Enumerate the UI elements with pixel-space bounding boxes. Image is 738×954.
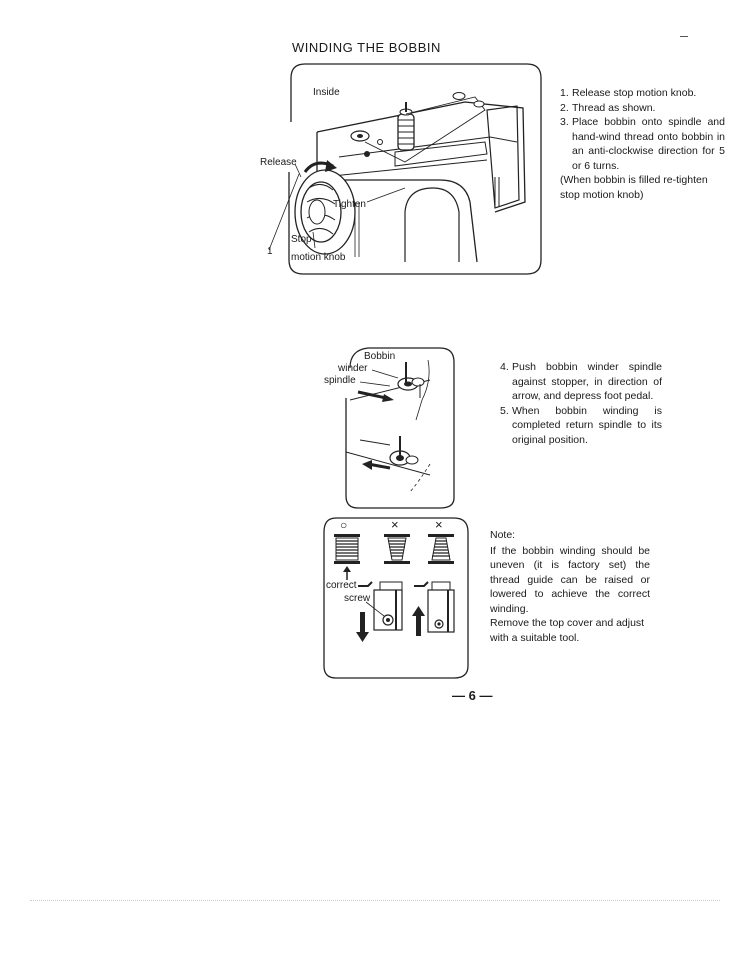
note-text-2: Remove the top cover and adjust with a suitable tool.	[490, 617, 645, 644]
mark-incorrect-2: ×	[435, 517, 443, 532]
note-section	[490, 528, 650, 645]
scan-line-bottom	[30, 900, 720, 901]
figure-bobbin-winder	[320, 340, 460, 510]
label-inside: Inside	[313, 87, 340, 98]
step-3: 3. Place bobbin onto spindle and hand-wind thread onto bobbin in an anti-clockwise direction for 5 or 6 turns.	[560, 116, 725, 172]
retighten-note: (When bobbin is filled re-tighten stop motion knob)	[560, 174, 708, 201]
label-callout-1: 1	[267, 246, 273, 257]
instructions-bobbin-winder	[500, 360, 662, 447]
figure-thread-guide	[322, 516, 470, 680]
machine-top-illustration	[255, 62, 545, 278]
bobbin-uneven-top	[384, 534, 410, 564]
note-text: If the bobbin winding should be uneven (it is factory set) the thread guide can be raised or lowered to achieve the correct winding.	[490, 544, 650, 615]
label-winder: winder	[338, 363, 368, 374]
page-title: WINDING THE BOBBIN	[292, 40, 441, 55]
page-number: — 6 —	[452, 688, 493, 703]
label-release: Release	[260, 157, 297, 168]
label-screw: screw	[344, 593, 371, 604]
label-correct: correct	[326, 580, 357, 591]
label-motion-knob: motion knob	[291, 252, 346, 263]
scan-dash-top-right	[680, 36, 688, 37]
mark-correct: ○	[340, 518, 348, 532]
label-bobbin: Bobbin	[364, 351, 396, 362]
note-heading: Note:	[490, 529, 516, 541]
mark-incorrect-1: ×	[391, 517, 399, 532]
label-stop: Stop	[291, 234, 312, 245]
figure-stop-motion-knob	[255, 62, 545, 278]
label-spindle: spindle	[324, 375, 356, 386]
bobbin-uneven-bottom	[428, 534, 454, 564]
step-4: 4. Push bobbin winder spindle against stopper, in direction of arrow, and depress foot pedal.	[500, 361, 662, 402]
step-2: 2. Thread as shown.	[560, 101, 656, 114]
step-5: 5. When bobbin winding is completed return spindle to its original position.	[500, 404, 662, 446]
step-1: 1. Release stop motion knob.	[560, 87, 697, 99]
instructions-stop-motion	[560, 86, 725, 202]
label-tighten: Tighten	[333, 199, 366, 210]
bobbin-even	[334, 534, 360, 564]
